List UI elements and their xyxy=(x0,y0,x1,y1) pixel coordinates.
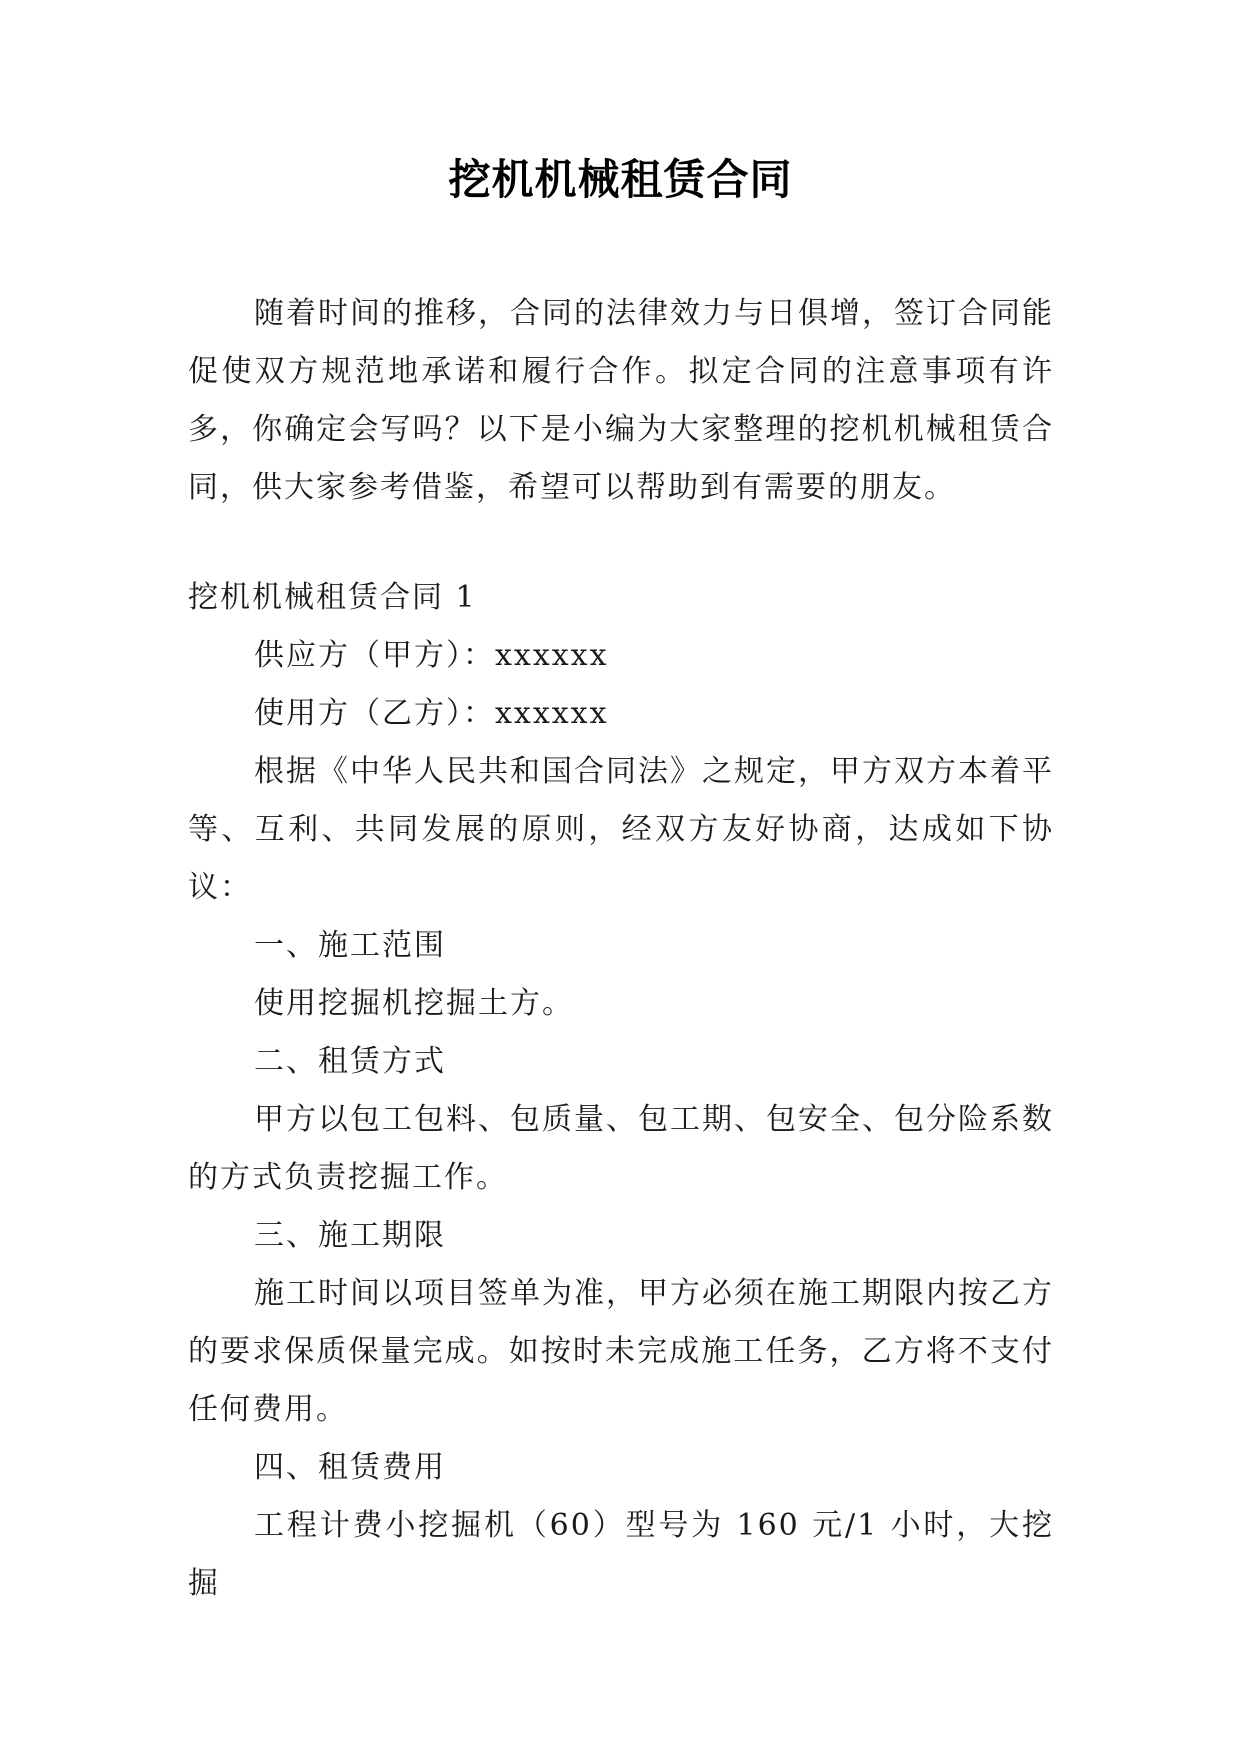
document-title: 挖机机械租赁合同 xyxy=(448,155,793,204)
party-a-line: 供应方（甲方）：xxxxxx xyxy=(254,638,609,673)
clause-heading-1: 一、施工范围 xyxy=(254,928,446,963)
clause-heading-3: 三、施工期限 xyxy=(254,1218,446,1253)
clause-body-2: 甲方以包工包料、包质量、包工期、包安全、包分险系数的方式负责挖掘工作。 xyxy=(188,1102,1054,1195)
clause-body-4: 工程计费小挖掘机（60）型号为 160 元/1 小时，大挖掘 xyxy=(188,1508,1054,1601)
clause-body-1: 使用挖掘机挖掘土方。 xyxy=(254,986,574,1021)
preamble-paragraph: 根据《中华人民共和国合同法》之规定，甲方双方本着平等、互利、共同发展的原则，经双方友好协商，达成如下协议： xyxy=(188,754,1054,905)
intro-paragraph: 随着时间的推移，合同的法律效力与日俱增，签订合同能促使双方规范地承诺和履行合作。拟定合同的注意事项有许多，你确定会写吗？以下是小编为大家整理的挖机机械租赁合同，供大家参考借鉴，希望可以帮助到有需要的朋友。 xyxy=(188,296,1054,505)
clause-body-3: 施工时间以项目签单为准，甲方必须在施工期限内按乙方的要求保质保量完成。如按时未完成施工任务，乙方将不支付任何费用。 xyxy=(188,1276,1054,1427)
section-title: 挖机机械租赁合同 1 xyxy=(188,580,477,615)
clause-heading-2: 二、租赁方式 xyxy=(254,1044,446,1079)
clause-heading-4: 四、租赁费用 xyxy=(254,1450,446,1485)
party-b-line: 使用方（乙方）：xxxxxx xyxy=(254,696,609,731)
document-body xyxy=(188,285,1054,1613)
